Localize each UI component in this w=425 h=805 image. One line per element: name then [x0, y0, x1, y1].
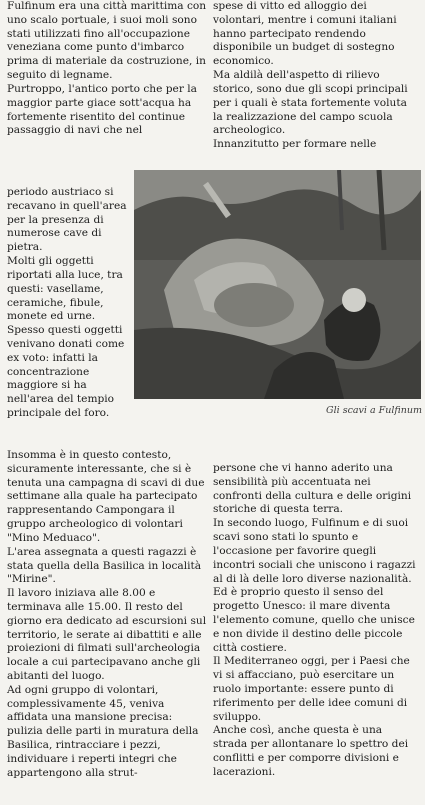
paragraph: Fulfinum era una città marittima con uno scalo portuale, i suoi moli sono stati utilizzati fino all'occupazione veneziana come punto d'imbarco prima di materiale da costruzione, in seguito di legname. — [7, 0, 207, 82]
paragraph: persone che vi hanno aderito una sensibilità più accentuata nei confronti della cultura e delle origini storiche di questa terra. — [213, 462, 412, 516]
right-column-top — [213, 0, 418, 152]
paragraph: Innanzitutto per formare nelle — [213, 138, 377, 151]
paragraph: Il Mediterraneo oggi, per i Paesi che vi si affacciano, può esercitare un ruolo importante: essere punto di riferimento per delle idee comuni di sviluppo. — [213, 655, 410, 723]
paragraph: Ed è proprio questo il senso del progetto Unesco: il mare diventa l'elemento comune, quello che unisce e non divide il destino delle piccole città costiere. — [213, 586, 415, 654]
paragraph: Purtroppo, l'antico porto che per la maggior parte giace sott'acqua ha fortemente risentito del continue passaggio di navi che nel — [7, 82, 197, 137]
paragraph: Insomma è in questo contesto, sicuramente interessante, che si è tenuta una campagna di scavi di due settimane alla quale ha partecipato rappresentando Campongara il gruppo archeologico di volontari "Mino Meduaco". — [7, 449, 205, 544]
left-column-top — [7, 0, 207, 138]
right-column-lower — [213, 462, 418, 780]
excavation-photo — [134, 170, 421, 399]
paragraph: Molti gli oggetti riportati alla luce, tra questi: vasellame, ceramiche, fibule, monete ed urne. Spesso questi oggetti venivano donati come ex voto: infatti la concentrazione maggiore si ha nell'area del tempio principale del foro. — [7, 255, 125, 419]
paragraph: Ma aldilà dell'aspetto di rilievo storico, sono due gli scopi principali per i quali è stata fortemente voluta la realizzazione del campo scuola archeologico. — [213, 69, 408, 137]
left-column-narrow — [7, 186, 131, 421]
paragraph: Ad ogni gruppo di volontari, complessivamente 45, veniva affidata una mansione precisa: pulizia delle parti in muratura della Basilica, rintracciare i pezzi, individuare i reperti integri che appartengono alla strut- — [7, 683, 199, 779]
paragraph: In secondo luogo, Fulfinum e di suoi scavi sono stati lo spunto e l'occasione per favorire quegli incontri sociali che uniscono i ragazzi al di là delle loro diverse nazionalità. — [213, 517, 416, 585]
excavation-photo-image — [134, 170, 421, 399]
paragraph: periodo austriaco si recavano in quell'area per la presenza di numerose cave di pietra. — [7, 186, 127, 254]
paragraph: Anche così, anche questa è una strada per allontanare lo spettro dei conflitti e per comporre divisioni e lacerazioni. — [213, 724, 409, 778]
paragraph: Il lavoro iniziava alle 8.00 e terminava alle 15.00. Il resto del giorno era dedicato ad escursioni sul territorio, le serate ai dibattiti e alle proiezioni di filmati sull'archeologia locale a cui partecipavano anche gli abitanti del luogo. — [7, 587, 207, 682]
photo-caption: Gli scavi a Fulfinum — [326, 405, 422, 416]
paragraph: spese di vitto ed alloggio dei volontari, mentre i comuni italiani hanno partecipato rendendo disponibile un budget di sostegno economico. — [213, 0, 397, 68]
paragraph: L'area assegnata a questi ragazzi è stata quella della Basilica in località "Mirine". — [7, 545, 202, 586]
left-column-lower — [7, 449, 207, 781]
